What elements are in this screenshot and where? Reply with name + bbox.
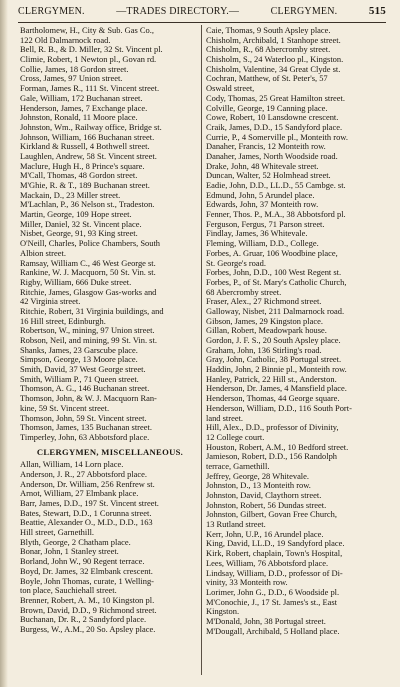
directory-entry: Smith, William P., 71 Queen street.	[20, 374, 139, 384]
directory-entry: Forbes, P., of St. Mary's Catholic Church,	[206, 277, 347, 287]
directory-entry: Rankine, W. J. Macquorn, 50 St. Vin. st.	[20, 268, 156, 278]
directory-entry: Forbes, John, D.D., 100 West Regent st.	[206, 268, 342, 278]
directory-entry: Timperley, John, 63 Abbotsford place.	[20, 432, 150, 442]
directory-entry: Craik, James, D.D., 15 Sandyford place.	[206, 122, 343, 132]
header-center: —TRADES DIRECTORY.—	[116, 6, 240, 17]
directory-entry: 68 Abercromby street.	[206, 287, 282, 297]
directory-entry: Anderson, Dr. William, 256 Renfrew st.	[20, 479, 155, 489]
directory-entry: Henderson, William, D.D., 116 South Port-	[206, 403, 352, 413]
directory-entry: Thomson, James, 135 Buchanan street.	[20, 423, 152, 433]
directory-entry: Kerr, John, U.P., 16 Arundel place.	[206, 529, 324, 539]
directory-entry: Henderson, Dr. James, 4 Mansfield place.	[206, 384, 347, 394]
right-column	[206, 26, 388, 636]
running-header	[18, 5, 386, 21]
directory-entry: Thomson, John, 59 St. Vincent street.	[20, 413, 147, 423]
directory-entry: Chisholm, S., 24 Waterloo pl., Kingston.	[206, 55, 344, 65]
directory-entry: Galloway, Nisbet, 211 Dalmarnock road.	[206, 306, 345, 316]
directory-entry: Borland, John W., 90 Regent terrace.	[20, 557, 145, 567]
directory-entry: 16 Hill street, Edinburgh.	[20, 316, 106, 326]
directory-entry: Allan, William, 14 Lorn place.	[20, 460, 124, 470]
directory-entry: Findlay, James, 36 Whitevale.	[206, 229, 308, 239]
directory-entry: O'Neill, Charles, Police Chambers, South	[20, 239, 161, 249]
directory-entry: Simpson, George, 13 Moore place.	[20, 355, 138, 365]
directory-entry: Burgess, W., A.M., 20 So. Apsley place.	[20, 624, 156, 634]
directory-entry: terrace, Garnethill.	[206, 461, 270, 471]
directory-entry: Johnston, Wm., Railway office, Bridge st.	[20, 122, 162, 132]
directory-entry: Gray, John, Catholic, 38 Portugal street.	[206, 355, 342, 365]
directory-entry: Forman, James R., 111 St. Vincent street.	[20, 84, 160, 94]
directory-entry: Cross, James, 97 Union street.	[20, 74, 123, 84]
directory-entry: M'Dougall, Archibald, 5 Holland place.	[206, 626, 340, 636]
clergymen-misc-continued-list	[206, 26, 388, 636]
directory-entry: Johnston, David, Claythorn street.	[206, 491, 322, 500]
directory-entry: Shanks, James, 23 Garscube place.	[20, 345, 138, 355]
directory-entry: St. George's road.	[206, 258, 266, 268]
directory-entry: 12 College court.	[206, 432, 265, 442]
directory-entry: Henderson, Thomas, 44 George square.	[206, 394, 340, 404]
directory-entry: M'Donald, John, 38 Portugal street.	[206, 616, 326, 626]
directory-entry: Rigby, William, 666 Duke street.	[20, 277, 132, 287]
directory-entry: Ritchie, James, Glasgow Gas-works and	[20, 287, 157, 297]
directory-entry: Robson, Neil, and mining, 99 St. Vin. st.	[20, 336, 157, 345]
directory-entry: Gillan, Robert, Meadowpark house.	[206, 326, 327, 336]
page-number: 515	[368, 5, 386, 17]
directory-entry: Brown, David, D.D., 9 Richmond street.	[20, 605, 157, 615]
directory-entry: 122 Old Dalmarnock road.	[20, 35, 111, 45]
directory-entry: Miller, Daniel, 32 St. Vincent place.	[20, 219, 142, 229]
directory-entry: Hanley, Patrick, 22 Hill st., Anderston.	[206, 374, 337, 384]
directory-entry: M'Lachlan, P., 36 Nelson st., Tradeston.	[20, 200, 155, 210]
directory-entry: Kingston.	[206, 607, 240, 617]
directory-entry: Bartholomew, H., City & Sub. Gas Co.,	[20, 26, 154, 35]
directory-entry: Henderson, James, 7 Exchange place.	[20, 103, 148, 113]
directory-entry: Lorimer, John G., D.D., 6 Woodside pl.	[206, 587, 340, 597]
directory-entry: Ramsay, William C., 46 West George st.	[20, 258, 156, 268]
directory-entry: Kirkland & Russell, 4 Bothwell street.	[20, 142, 150, 152]
directory-entry: Gibson, James, 29 Kingston place.	[206, 316, 323, 326]
directory-entry: Robertson, W., mining, 97 Union street.	[20, 326, 155, 336]
directory-entry: Ferguson, Fergus, 71 Parson street.	[206, 219, 325, 229]
directory-entry: ton place, Sauchiehall street.	[20, 586, 117, 596]
directory-entry: M'Ghie, R. & T., 189 Buchanan street.	[20, 181, 150, 190]
directory-entry: Duncan, Walter, 52 Holmhead street.	[206, 171, 331, 181]
directory-entry: Buchanan, Dr. R., 2 Sandyford place.	[20, 615, 147, 625]
directory-entry: Johnston, Gilbert, Govan Free Church,	[206, 510, 337, 520]
directory-entry: land street.	[206, 413, 244, 423]
directory-entry: Kirk, Robert, chaplain, Town's Hospital,	[206, 549, 343, 559]
directory-entry: Gale, William, 172 Buchanan street.	[20, 93, 143, 103]
directory-entry: Laughlen, Andrew, 58 St. Vincent street.	[20, 151, 157, 161]
header-rule	[18, 22, 386, 23]
directory-entry: Gordon, J. F. S., 20 South Apsley place.	[206, 336, 341, 345]
directory-entry: Bell, R. B., & D. Miller, 32 St. Vincent pl.	[20, 45, 163, 55]
directory-entry: 13 Rutland street.	[206, 520, 266, 530]
directory-entry: Blyth, George, 2 Chatham place.	[20, 537, 131, 547]
directory-entry: Edmund, John, 5 Arundel place.	[206, 190, 315, 200]
clergymen-miscellaneous-list	[20, 460, 200, 634]
directory-entry: Beattie, Alexander O., M.D., D.D., 163	[20, 518, 153, 528]
left-column	[20, 26, 200, 635]
directory-entry: 42 Virginia street.	[20, 297, 81, 307]
directory-entry: Chisholm, R., 68 Abercromby street.	[206, 45, 331, 55]
directory-entry: Jamieson, Robert, D.D., 156 Randolph	[206, 452, 338, 462]
directory-entry: Forbes, A. Gruar, 106 Woodbine place,	[206, 248, 338, 258]
directory-entry: Caie, Thomas, 9 South Apsley place.	[206, 26, 331, 35]
directory-entry: Johnston, Robert, 56 Dundas street.	[206, 500, 327, 510]
directory-entry: Colville, George, 19 Canning place.	[206, 103, 328, 113]
directory-entry: Hill street, Garnethill.	[20, 528, 95, 538]
directory-entry: Barr, James, D.D., 197 St. Vincent street.	[20, 499, 159, 508]
directory-entry: M'Call, Thomas, 48 Gordon street.	[20, 171, 138, 181]
directory-entry: Hill, Alex., D.D., professor of Divinity,	[206, 423, 339, 433]
directory-entry: Mackain, D., 23 Miller street.	[20, 190, 121, 200]
column-divider	[201, 25, 202, 675]
directory-entry: Fenner, Thos. P., M.A., 38 Abbotsford pl.	[206, 210, 346, 220]
directory-entry: Martin, George, 109 Hope street.	[20, 210, 132, 220]
directory-entry: Drake, John, 48 Whitevale street.	[206, 161, 319, 171]
directory-entry: Haddin, John, 2 Binnie pl., Monteith row.	[206, 365, 347, 375]
directory-entry: M'Conochie, J., 17 St. James's st., East	[206, 597, 338, 607]
directory-entry: Danaher, James, North Woodside road.	[206, 151, 338, 161]
directory-entry: Boyle, John Thomas, curate, 1 Welling-	[20, 576, 154, 586]
directory-entry: Lees, William, 76 Abbotsford place.	[206, 558, 329, 568]
directory-entry: vinity, 33 Monteith row.	[206, 578, 288, 588]
directory-entry: kine, 59 St. Vincent street.	[20, 403, 110, 413]
directory-entry: Eadie, John, D.D., LL.D., 55 Cambge. st.	[206, 181, 346, 190]
directory-entry: Boyd, Dr. James, 32 Elmbank crescent.	[20, 566, 153, 576]
directory-entry: Jeffrey, George, 28 Whitevale.	[206, 471, 310, 481]
directory-entry: Smith, David, 37 West George street.	[20, 365, 146, 375]
directory-entry: King, David, LL.D., 19 Sandyford place.	[206, 539, 345, 549]
directory-entry: Danaher, Francis, 12 Monteith row.	[206, 142, 326, 152]
directory-entry: Cowe, Robert, 10 Lansdowne crescent.	[206, 113, 339, 123]
directory-entry: Lindsay, William, D.D., professor of Di-	[206, 568, 343, 578]
directory-entry: Thomson, John, & W. J. Macquorn Ran-	[20, 394, 157, 404]
directory-entry: Johnston, D., 13 Monteith row.	[206, 481, 311, 491]
directory-entry: Graham, John, 136 Stirling's road.	[206, 345, 322, 355]
directory-entry: Anderson, J. R., 27 Abbotsford place.	[20, 469, 148, 479]
directory-entry: Bates, Stewart, D.D., 1 Corunna street.	[20, 508, 152, 518]
directory-entry: Ritchie, Robert, 31 Virginia buildings, and	[20, 306, 164, 316]
directory-entry: Cody, Thomas, 25 Great Hamilton street.	[206, 93, 345, 103]
directory-entry: Chisholm, Archibald, 1 Stanhope street.	[206, 35, 341, 45]
directory-entry: Oswald street,	[206, 84, 255, 94]
page-binding-shadow	[0, 0, 8, 687]
directory-entry: Fraser, Alex., 27 Richmond street.	[206, 297, 322, 307]
directory-entry: Johnston, Ronald, 11 Moore place.	[20, 113, 138, 123]
directory-entry: Albion street.	[20, 248, 66, 258]
directory-entry: Thomson, A. G., 146 Buchanan street.	[20, 384, 150, 394]
directory-entry: Fleming, William, D.D., College.	[206, 239, 319, 249]
directory-entry: Edwards, John, 37 Monteith row.	[206, 200, 319, 210]
directory-entry: Bonar, John, 1 Stanley street.	[20, 547, 119, 557]
directory-entry: Cochran, Matthew, of St. Peter's, 57	[206, 74, 328, 84]
directory-entry: Climie, Robert, 1 Newton pl., Govan rd.	[20, 55, 157, 65]
directory-entry: Currie, P., 4 Somerville pl., Monteith row.	[206, 132, 348, 142]
directory-entry: Arnot, William, 27 Elmbank place.	[20, 489, 139, 499]
directory-entry: Maclure, Hugh H., 8 Prince's square.	[20, 161, 145, 171]
section-heading: CLERGYMEN, MISCELLANEOUS.	[36, 446, 184, 457]
directory-entry: Nisbet, George, 91, 93 King street.	[20, 229, 138, 239]
directory-entry: Johnson, William, 166 Buchanan street.	[20, 132, 155, 142]
clergymen-list	[20, 26, 200, 443]
header-left: CLERGYMEN.	[18, 6, 85, 17]
directory-entry: Collie, James, 18 Gordon street.	[20, 64, 129, 74]
directory-entry: Brenner, Robert, A. M., 10 Kingston pl.	[20, 595, 155, 605]
directory-entry: Chisholm, Valentine, 34 Great Clyde st.	[206, 64, 341, 74]
directory-entry: Houston, Robert, A.M., 10 Bedford street.	[206, 442, 349, 452]
header-right: CLERGYMEN.	[270, 6, 338, 17]
